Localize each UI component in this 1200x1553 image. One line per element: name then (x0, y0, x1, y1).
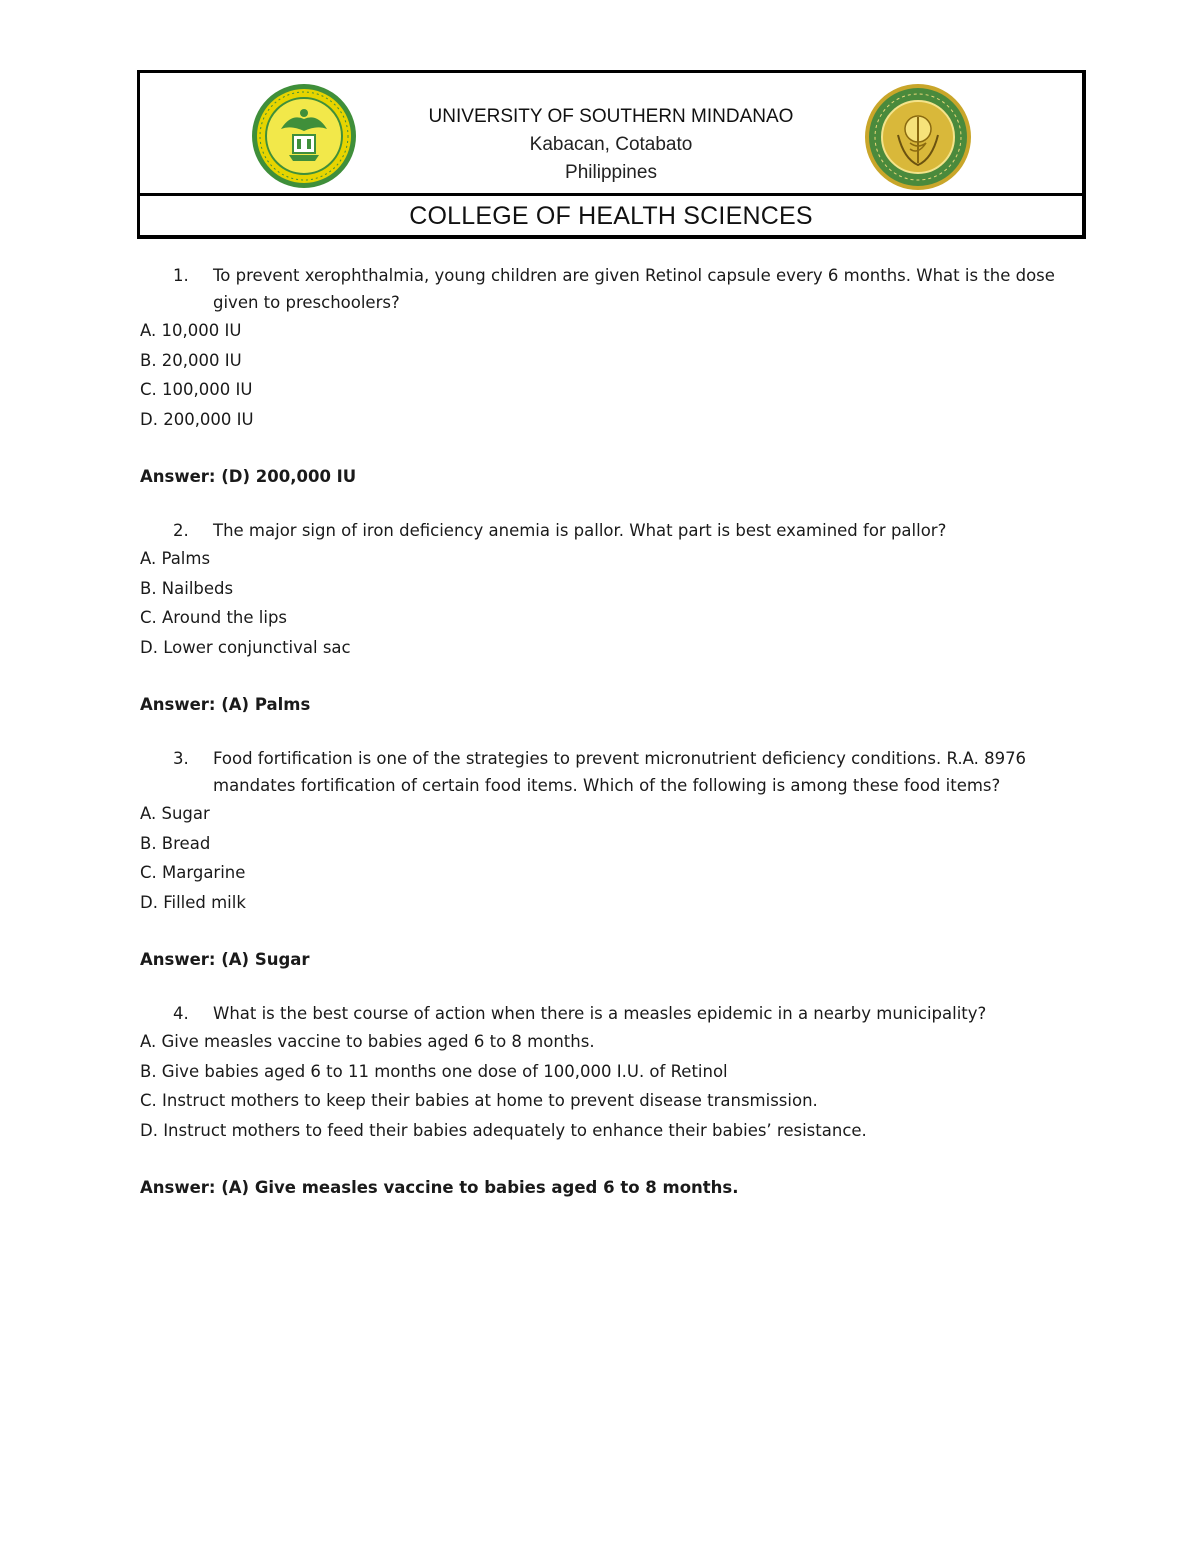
option-a: A. 10,000 IU (140, 321, 242, 340)
option-b: B. Nailbeds (140, 578, 234, 598)
question-3 (140, 745, 1070, 799)
question-text: Food fortification is one of the strategies to prevent micronutrient deficiency conditions. R.A. 8976 mandates fortification of certain food items. Which of the following is among these food items? (213, 749, 1027, 795)
university-name: UNIVERSITY OF SOUTHERN MINDANAO (428, 106, 794, 127)
option-d: D. Instruct mothers to feed their babies adequately to enhance their babies’ resistance. (140, 1120, 867, 1140)
option-a: A. Palms (140, 549, 211, 568)
option-b: B. Give babies aged 6 to 11 months one dose of 100,000 I.U. of Retinol (140, 1061, 728, 1081)
question-number: 2. (173, 521, 189, 540)
answer-2: Answer: (A) Palms (140, 695, 311, 714)
option-d: D. 200,000 IU (140, 409, 254, 429)
university-country: Philippines (565, 162, 657, 183)
chs-seal-icon (864, 83, 972, 191)
university-city: Kabacan, Cotabato (529, 134, 693, 155)
college-title: COLLEGE OF HEALTH SCIENCES (409, 202, 813, 230)
question-number: 4. (173, 1004, 189, 1023)
question-number: 1. (173, 266, 189, 285)
question-2 (140, 517, 1070, 544)
option-a: A. Give measles vaccine to babies aged 6 to 8 months. (140, 1032, 595, 1051)
question-text: To prevent xerophthalmia, young children are given Retinol capsule every 6 months. What is the dose given to preschoolers? (213, 266, 1055, 312)
letterhead (137, 70, 1086, 239)
option-c: C. Instruct mothers to keep their babies at home to prevent disease transmission. (140, 1091, 818, 1110)
question-list (140, 262, 1070, 1202)
option-d: D. Lower conjunctival sac (140, 637, 351, 657)
answer-1: Answer: (D) 200,000 IU (140, 467, 357, 486)
option-c: C. Around the lips (140, 608, 288, 627)
option-c: C. 100,000 IU (140, 380, 253, 399)
answer-4: Answer: (A) Give measles vaccine to babies aged 6 to 8 months. (140, 1178, 739, 1197)
option-b: B. Bread (140, 833, 211, 853)
option-a: A. Sugar (140, 804, 210, 823)
answer-3: Answer: (A) Sugar (140, 950, 310, 969)
letterhead-top (140, 73, 1082, 196)
option-b: B. 20,000 IU (140, 350, 242, 370)
question-text: The major sign of iron deficiency anemia is pallor. What part is best examined for pallor? (213, 521, 947, 540)
question-1 (140, 262, 1070, 316)
question-text: What is the best course of action when there is a measles epidemic in a nearby municipality? (213, 1004, 987, 1023)
option-c: C. Margarine (140, 863, 246, 882)
question-4 (140, 1000, 1070, 1027)
option-d: D. Filled milk (140, 892, 246, 912)
question-number: 3. (173, 749, 189, 768)
